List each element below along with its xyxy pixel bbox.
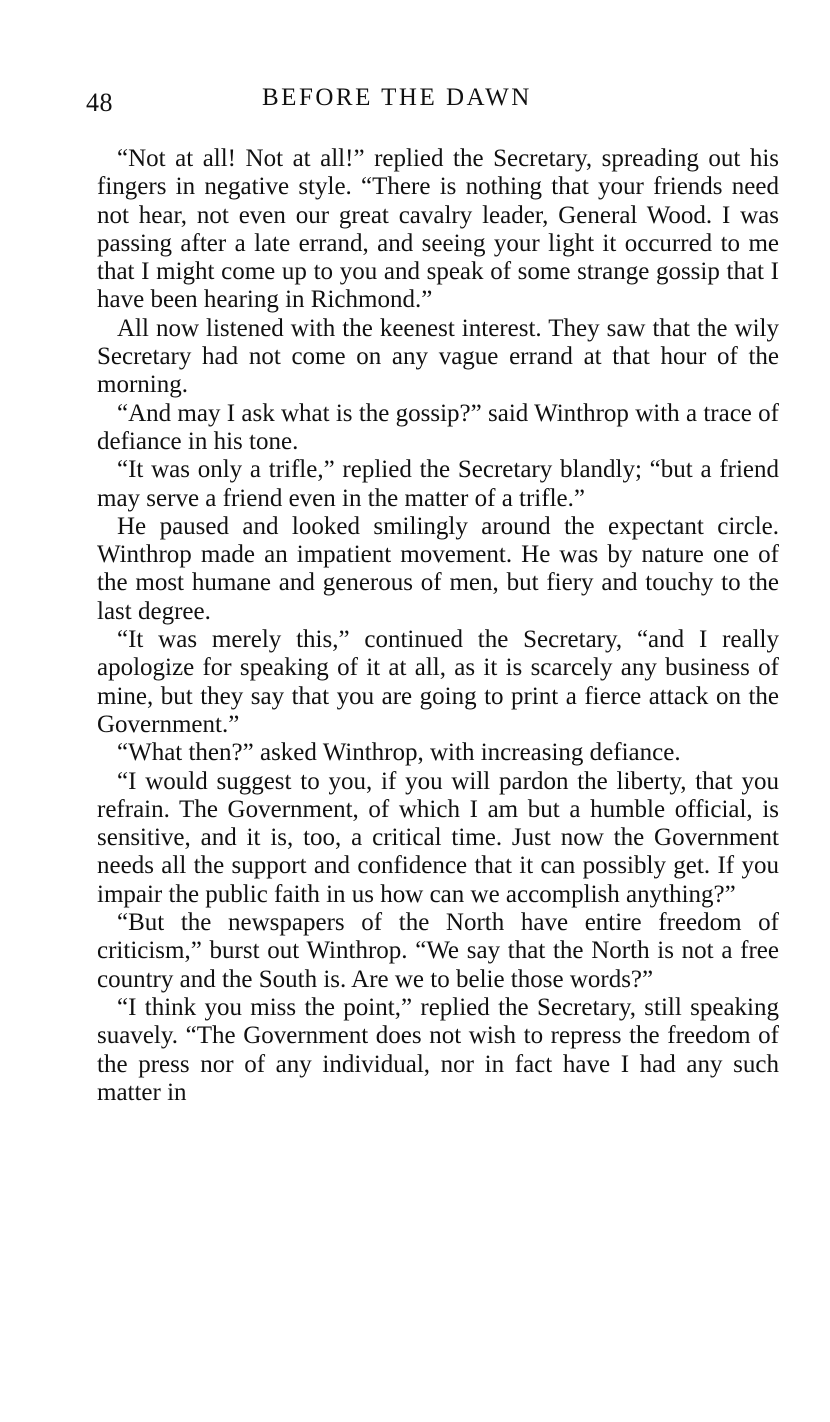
paragraph: “Not at all! Not at all!” replied the Secretary, spreading out his fingers in negative style. “There is nothing that your friends need not hear, not even our great cavalry leader, General Wood. I was passing after a late errand, and seeing your light it occurred to me that I might come up to you and speak of some strange gossip that I have been hearing in Richmond.” (97, 145, 779, 314)
paragraph: “What then?” asked Winthrop, with increasing defiance. (117, 739, 681, 767)
paragraph: “But the newspapers of the North have entire freedom of criticism,” burst out Winthrop. “We say that the North is not a free country and the South is. Are we to belie those words?” (97, 909, 779, 993)
paragraph: “I would suggest to you, if you will pardon the liberty, that you refrain. The Government, of which I am but a humble official, is sensitive, and it is, too, a critical time. Just now the Government needs all the support and confidence that it can possibly get. If you impair the public faith in us how can we accomplish anything?” (97, 767, 779, 908)
paragraph: “It was only a trifle,” replied the Secretary blandly; “but a friend may serve a friend even in the matter of a trifle.” (97, 456, 779, 512)
page-number: 48 (86, 88, 113, 117)
paragraph: “I think you miss the point,” replied the Secretary, still speaking suavely. “The Government does not wish to repress the freedom of the press nor of any individual, nor in fact have I had any such matter in (97, 993, 779, 1106)
running-title: BEFORE THE DAWN (262, 84, 532, 111)
paragraph: He paused and looked smilingly around the expectant circle. Winthrop made an impatient movement. He was by nature one of the most humane and generous of men, but fiery and touchy to the last degree. (97, 512, 779, 625)
page-header (0, 84, 830, 120)
paragraph: “It was merely this,” continued the Secretary, “and I really apologize for speaking of it at all, as it is scarcely any business of mine, but they say that you are going to print a fierce attack on the Government.” (97, 626, 779, 738)
paragraph: All now listened with the keenest interest. They saw that the wily Secretary had not come on any vague errand at that hour of the morning. (97, 314, 779, 399)
body-text (97, 145, 779, 1107)
paragraph: “And may I ask what is the gossip?” said Winthrop with a trace of defiance in his tone. (97, 399, 779, 455)
